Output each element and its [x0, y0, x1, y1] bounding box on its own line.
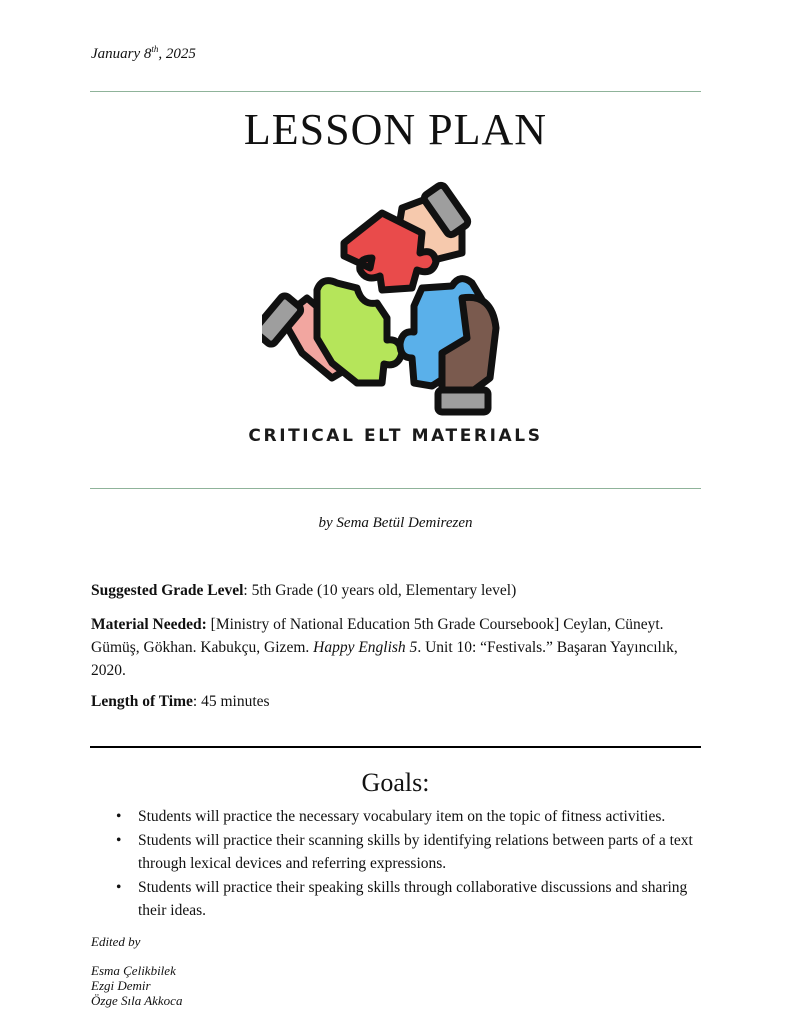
bullet-icon: • — [116, 832, 122, 849]
list-item: • Students will practice the necessary vocabulary item on the topic of fitness activities. — [112, 805, 712, 828]
logo-divider — [90, 488, 701, 489]
editor-name: Ezgi Demir — [91, 978, 151, 993]
list-item: • Students will practice their speaking skills through collaborative discussions and sharing their ideas. — [112, 876, 712, 922]
editor-name: Özge Sıla Akkoca — [91, 993, 183, 1008]
grade-level: Suggested Grade Level: 5th Grade (10 years old, Elementary level) — [91, 582, 517, 599]
puzzle-hands-icon — [262, 178, 502, 423]
material-needed: Material Needed: [Ministry of National Education 5th Grade Coursebook] Ceylan, Cüneyt. Gümüş, Gökhan. Kabukçu, Gizem. Happy English 5. Unit 10: “Festivals.” Başaran Yayıncılık, 2020. — [91, 616, 678, 679]
page-title: LESSON PLAN — [243, 105, 548, 154]
top-divider — [90, 91, 701, 92]
editor-name: Esma Çelikbilek — [91, 963, 176, 978]
length-of-time: Length of Time: 45 minutes — [91, 693, 270, 710]
bullet-icon: • — [116, 808, 122, 825]
bullet-icon: • — [116, 879, 122, 896]
goals-list — [112, 805, 712, 923]
edited-by-label: Edited by — [91, 934, 141, 949]
goals-divider — [90, 746, 701, 748]
goals-title: Goals: — [361, 768, 430, 797]
author-line: by Sema Betül Demirezen — [318, 515, 473, 531]
document-date: January 8th, 2025 — [91, 44, 196, 62]
logo-text: CRITICAL ELT MATERIALS — [248, 426, 543, 446]
editors-list — [91, 963, 182, 1008]
list-item: • Students will practice their scanning skills by identifying relations between parts of a text through lexical devices and referring expressions. — [112, 829, 712, 875]
